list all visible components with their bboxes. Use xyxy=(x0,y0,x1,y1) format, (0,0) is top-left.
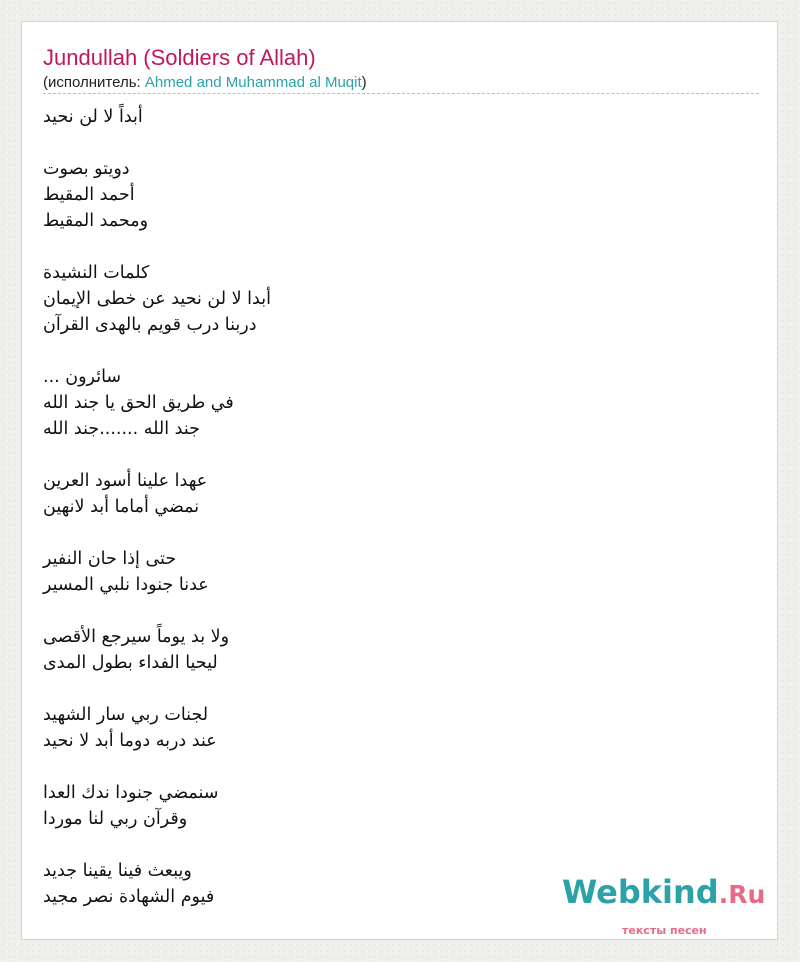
lyric-line: لجنات ربي سار الشهيد xyxy=(43,705,209,725)
webkind-logo[interactable] xyxy=(562,873,766,937)
logo-wordmark xyxy=(562,874,765,913)
lyric-line: أبدا لا لن نحيد عن خطى الإيمان xyxy=(43,289,271,309)
lyric-line: نمضي أماما أبد لانهين xyxy=(43,497,200,517)
stanza-break xyxy=(43,520,743,546)
lyric-line: جند الله .......جند الله xyxy=(43,419,200,439)
logo-tagline: тексты песен xyxy=(622,924,707,937)
stanza-break xyxy=(43,234,743,260)
logo-name: Webkind xyxy=(562,873,719,911)
lyric-line: عند دربه دوما أبد لا نحيد xyxy=(43,731,217,751)
stanza-break xyxy=(43,130,743,156)
byline-suffix: ) xyxy=(361,74,367,91)
stanza-break xyxy=(43,676,743,702)
lyrics-card xyxy=(21,21,778,940)
stanza-break xyxy=(43,442,743,468)
lyric-line: ليحيا الفداء بطول المدى xyxy=(43,653,218,673)
lyric-line: دربنا درب قويم بالهدى القرآن xyxy=(43,315,257,335)
lyric-line: ويبعث فينا يقينا جديد xyxy=(43,861,192,881)
lyric-line: أبداً لا لن نحيد xyxy=(43,107,143,127)
logo-tld: .Ru xyxy=(718,880,766,909)
lyric-line: وقرآن ربي لنا موردا xyxy=(43,809,188,829)
byline-prefix: (исполнитель: xyxy=(43,74,145,91)
lyric-line: سائرون ... xyxy=(43,367,122,387)
song-title: Jundullah (Soldiers of Allah) xyxy=(43,45,316,70)
lyric-line: عدنا جنودا نلبي المسير xyxy=(43,575,209,595)
lyric-line: في طريق الحق يا جند الله xyxy=(43,393,234,413)
stanza-break xyxy=(43,754,743,780)
lyric-line: أحمد المقيط xyxy=(43,185,135,205)
lyric-line: عهدا علينا أسود العرين xyxy=(43,471,208,491)
artist-byline xyxy=(43,74,759,94)
stanza-break xyxy=(43,338,743,364)
lyrics-text xyxy=(43,104,743,910)
stanza-break xyxy=(43,598,743,624)
lyric-line: ولا بد يوماً سيرجع الأقصى xyxy=(43,627,230,647)
lyric-line: كلمات النشيدة xyxy=(43,263,150,283)
lyric-line: دويتو بصوت xyxy=(43,159,130,179)
lyric-line: فيوم الشهادة نصر مجيد xyxy=(43,887,215,907)
lyric-line: سنمضي جنودا ندك العدا xyxy=(43,783,219,803)
lyric-line: حتى إذا حان النفير xyxy=(43,549,177,569)
lyric-line: ومحمد المقيط xyxy=(43,211,149,231)
stanza-break xyxy=(43,832,743,858)
artist-link[interactable]: Ahmed and Muhammad al Muqit xyxy=(144,74,362,91)
